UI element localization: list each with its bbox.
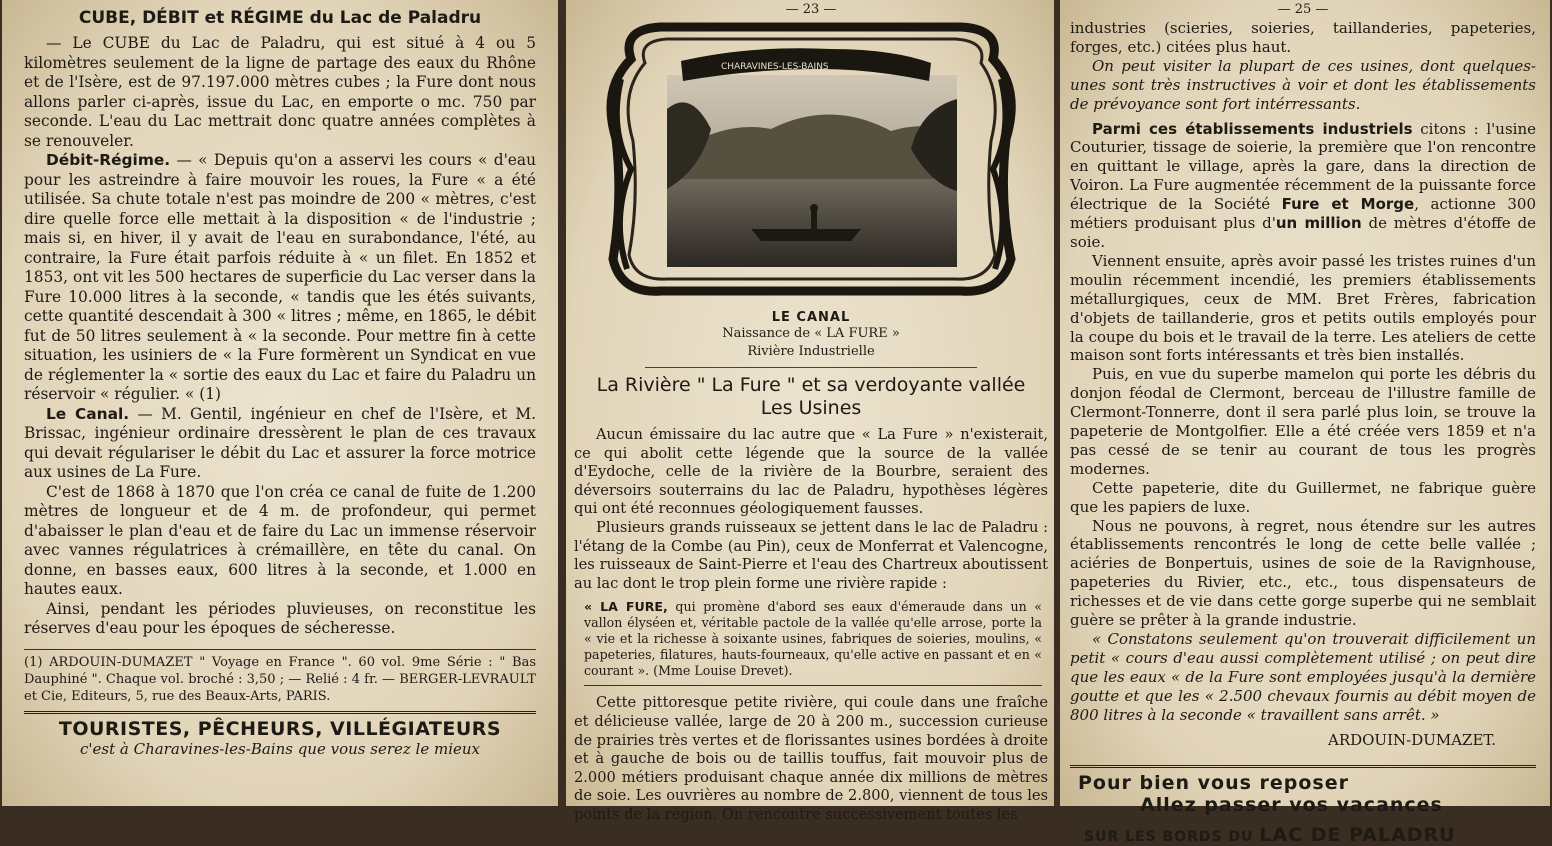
caption-subtitle: Naissance de « LA FURE » [722,326,900,341]
advert-line3-prefix: SUR LES BORDS DU [1084,828,1260,845]
signature: ARDOUIN-DUMAZET. [1327,730,1496,749]
subheading-debit-regime: Débit-Régime. [46,151,171,169]
company-name: Fure et Morge [1281,195,1415,214]
emphasis-text: un million [1275,214,1362,233]
caption-subtitle-2: Rivière Industrielle [747,344,875,359]
paragraph-other-establishments: Nous ne pouvons, à regret, nous étendre sur les autres établissements rencontrés le long de cette belle vallée ; aciéries de Bonpertuis, usines de soie de la Ravignhouse, papeteries du Rivier, etc., etc., tous dispensateurs de richesses et de vie dans cette gorge superbe qui ne semblait guère se prêter à la grande industrie. [1070,516,1536,630]
quote-text: qui promène d'abord ses eaux d'émeraude dans un « vallon élyséen et, véritable pactole de la vallée qu'elle arrose, porte la « vie et la richesse à soixante usines, fabriques de soieries, moulins, « papeteries, filatures, hauts-fourneaux, qu'elle active en passant et en « courant ». (Mme Louise Drevet). [584,599,1042,679]
paragraph-guillermet: Cette papeterie, dite du Guillermet, ne fabrique guère que les papiers de luxe. [1070,478,1536,516]
page-title: CUBE, DÉBIT et RÉGIME du Lac de Paladru [78,8,482,28]
footnote: (1) ARDOUIN-DUMAZET " Voyage en France ". 60 vol. 9me Série : " Bas Dauphiné ". Chaque vol. broché : 3,50 ; — Relié : 4 fr. — BERGER-LEVRAULT et Cie, Editeurs, 5, rue des Beaux-Arts, PARIS. [24,649,536,705]
page-center [566,0,1054,823]
advert-tagline: c'est à Charavines-les-Bains que vous serez le mieux [80,739,480,758]
paragraph-debit-regime [24,151,536,405]
caption-title: LE CANAL [771,310,851,325]
quotation [584,599,1042,686]
paragraph-canal [24,405,536,483]
advert-line1: Pour bien vous reposer [1078,771,1349,794]
quote-heading: « LA FURE, [584,599,668,615]
photo-banner-text: CHARAVINES-LES-BAINS [721,62,829,72]
divider [1070,765,1536,768]
paragraph-cube: — Le CUBE du Lac de Paladru, qui est situé à 4 ou 5 kilomètres seulement de la ligne de partage des eaux du Rhône et de l'Isère, est de 97.197.000 mètres cubes ; la Fure dont nous allons parler ci-après, issue du Lac, en emporte o mc. 750 par seconde. L'eau du Lac mettrait donc quatre années complètes à se renouveler. [24,34,536,150]
paragraph-text: — M. Gentil, ingénieur en chef de l'Isère, et M. Brissac, ingénieur ordinaire dressèrent le plan de ces travaux qui devait régulariser le débit du Lac et assurer la force motrice aux usines de La Fure. [24,404,536,481]
paragraph-reserves: Ainsi, pendant les périodes pluvieuses, on reconstitue les réserves d'eau pour les époques de sécheresse. [24,599,536,637]
paragraph-clermont: Puis, en vue du superbe mamelon qui porte les débris du donjon féodal de Clermont, berceau de l'illustre famille de Clermont-Tonnerre, dont il sera parlé plus loin, se trouve la papeterie de Montgolfier. Elle a été créée vers 1859 et n'a pas cessé de se tenir au courant de tous les progrès modernes. [1070,365,1536,478]
divider [645,367,977,368]
advert-line2: Allez passer vos vacances [1140,793,1443,816]
paragraph-construction: C'est de 1868 à 1870 que l'on créa ce canal de fuite de 1.200 mètres de longueur et de 4 m. de profondeur, qui permet d'abaisser le plan d'eau et de faire du Lac un immense réservoir avec vannes régulatrices à crémaillère, en tête du canal. On donne, en basses eaux, 600 litres à la seconde, et 1.000 en hautes eaux. [24,482,536,598]
paragraph-metallurgy: Viennent ensuite, après avoir passé les tristes ruines d'un moulin récemment incendié, les premiers établissements métallurgiques, ceux de MM. Bret Frères, fabrication d'objets de taillanderie, gros et petits outils employés pour la coupe du bois et le travail de la terre. Les ateliers de cette maison sont forts intéressants et très bien installés. [1070,251,1536,365]
page-left [2,0,558,806]
paragraph-establishments [1070,120,1536,252]
advert-line3 [1084,824,1536,846]
section-title-line1: La Rivière " La Fure " et sa verdoyante vallée [596,374,1026,396]
subheading-canal: Le Canal. [46,404,130,423]
paragraph-river: Cette pittoresque petite rivière, qui coule dans une fraîche et délicieuse vallée, large de 20 à 200 m., succession curieuse de prairies très vertes et de florissantes usines bordées à droite et à gauche de bois ou de taillis touffus, fait mouvoir plus de 2.000 métiers produisant chaque année dix millions de mètres de soie. Les ouvrières au nombre de 2.800, viennent de tous les points de la région. On rencontre successivement toutes les [574,694,1048,823]
section-title [574,374,1048,420]
quotation: « Constatons seulement qu'on trouverait difficilement un petit « cours d'eau aussi complètement utilisé ; on peut dire que les eaux « de la Fure sont employées jusqu'à la dernière goutte et que les « 2.500 chevaux fournis au débit moyen de 800 litres à la seconde « travaillent sans arrêt. » [1070,630,1536,724]
subheading-establishments: Parmi ces établissements industriels [1092,119,1413,138]
paragraph-emissary: Aucun émissaire du lac autre que « La Fure » n'existerait, ce qui abolit cette légende que la source de la vallée d'Eydoche, celle de la rivière de la Bourbre, seraient des déversoirs souterrains du lac de Paladru, hypothèses légères qui ont été reconnues géologiquement fausses. [574,426,1048,518]
page-number: — 23 — [785,2,837,17]
advert-headline: TOURISTES, PÊCHEURS, VILLÉGIATEURS [58,717,502,740]
paragraph-text: — « Depuis qu'on a asservi les cours « d'eau pour les astreindre à faire mouvoir les roues, la Fure « a été utilisée. Sa chute totale n'est pas moindre de 200 « mètres, c'est dire quelle force elle mettait à la disposition « de l'industrie ; mais si, en hiver, il y avait de l'eau en surabondance, l'été, au contraire, la Fure était parfois réduite à « un filet. En 1852 et 1853, ont vit les 500 hectares de superficie du Lac verser dans la Fure 10.000 litres à la seconde, « tandis que les étés suivants, cette quantité descendait à 300 « litres ; même, en 1865, le débit fut de 50 litres seulement à « la seconde. Pour mettre fin à cette situation, les usiniers de « la Fure formèrent un Syndicat en vue de réglementer la « sortie des eaux du Lac et faire du Paladru un réservoir « régulier. « (1) [24,151,536,403]
advert-line3-lake: LAC DE PALADRU [1259,823,1456,846]
paragraph-text: , actionne 300 métiers produisant plus d' [1070,195,1536,233]
section-title-line2: Les Usines [760,397,862,419]
paragraph-visit: On peut visiter la plupart de ces usines, dont quelques-unes sont très instructives à voir et dont les établissements de prévoyance sont fort intérressants. [1070,56,1536,113]
page-number: — 25 — [1277,2,1329,17]
canal-illustration [601,19,1021,304]
paragraph-text: citons : l'usine Couturier, tissage de soierie, la première que l'on rencontre en quittant le village, après la gare, dans la direction de Voiron. La Fure augmentée récemment de la puissante force électrique de la Société [1070,119,1536,214]
paragraph-text: de mètres d'étoffe de soie. [1070,214,1536,251]
paragraph-industries: industries (scieries, soieries, taillanderies, papeteries, forges, etc.) citées plus haut. [1070,19,1536,56]
divider [24,711,536,714]
paragraph-streams: Plusieurs grands ruisseaux se jettent dans le lac de Paladru : l'étang de la Combe (au Pin), ceux de Monferrat et Valencogne, les ruisseaux de Saint-Pierre et l'eau des Chartreux aboutissent au lac dont le trop plein forme une rivière rapide : [574,518,1048,592]
page-right [1060,0,1550,846]
art-nouveau-frame-photo [601,19,1021,304]
